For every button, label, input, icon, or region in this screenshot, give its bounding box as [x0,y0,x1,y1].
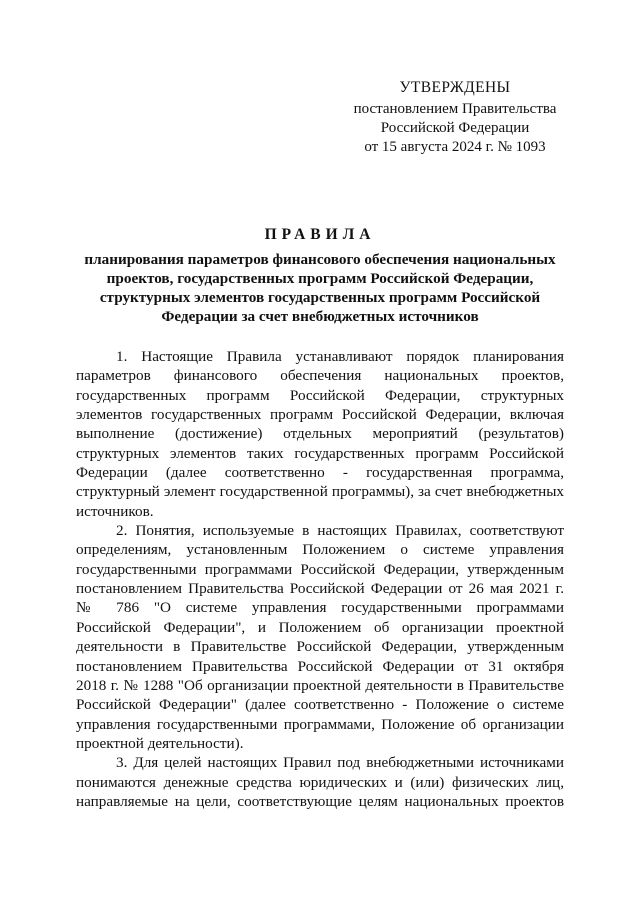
paragraph [76,521,564,753]
paragraph-line: 2018 г. № 1288 "Об организации проектной деятельности в Правительстве [76,676,564,694]
paragraph-line: структурный элемент государственной программы), за счет внебюджетных [76,483,564,501]
paragraph-line: выполнение (достижение) отдельных мероприятий (результатов) [76,425,564,443]
paragraph-line: Российской Федерации" (далее соответственно - Положение о системе [76,696,564,714]
approval-line: постановлением Правительства [353,101,557,117]
approval-block [330,78,580,157]
paragraph-line: государственных программ Российской Федерации, структурных [76,386,564,404]
document-body [76,347,564,811]
subtitle-line: проектов, государственных программ Российской Федерации, [106,270,534,287]
paragraph-line: элементов государственных программ Российской Федерации, включая [76,406,564,424]
subtitle-line: структурных элементов государственных программ Российской [99,289,541,306]
paragraph-line: деятельности в Правительстве Российской Федерации, утвержденным [76,638,564,656]
paragraph-line: 2. Понятия, используемые в настоящих Правилах, соответствуют [116,522,564,540]
approval-heading: УТВЕРЖДЕНЫ [399,79,511,96]
paragraph-line: 3. Для целей настоящих Правил под внебюджетными источниками [116,754,564,772]
paragraph-line: параметров финансового обеспечения национальных проектов, [76,367,564,385]
paragraph-line: понимаются денежные средства юридических и (или) физических лиц, [76,773,564,791]
paragraph-line: направляемые на цели, соответствующие целям национальных проектов [76,792,564,810]
paragraph-line: № 786 "О системе управления государственными программами [76,599,564,617]
paragraph-line: Федерации (далее соответственно - государственная программа, [76,464,564,482]
paragraph [76,347,564,521]
paragraph-line: управления государственными программами, Положение об организации [76,715,564,733]
approval-line: от 15 августа 2024 г. № 1093 [364,139,546,155]
paragraph-line: проектной деятельности). [76,734,244,752]
paragraph-line: 1. Настоящие Правила устанавливают порядок планирования [116,348,564,365]
document-subtitle [70,250,570,326]
document-title: ПРАВИЛА [264,226,376,243]
paragraph [76,753,564,811]
subtitle-line: планирования параметров финансового обеспечения национальных [84,251,556,268]
paragraph-line: источников. [76,502,154,520]
paragraph-line: государственными программами Российской Федерации, утвержденным [76,560,564,578]
approval-line: Российской Федерации [380,120,530,136]
paragraph-line: Российской Федерации", и Положением об организации проектной [76,618,564,636]
paragraph-line: определениям, установленным Положением о системе управления [76,541,564,559]
paragraph-line: постановлением Правительства Российской Федерации от 31 октября [76,657,564,675]
paragraph-line: структурных элементов таких государственных программ Российской [76,444,564,462]
paragraph-line: постановлением Правительства Российской Федерации от 26 мая 2021 г. [76,580,564,598]
subtitle-line: Федерации за счет внебюджетных источников [161,308,479,325]
